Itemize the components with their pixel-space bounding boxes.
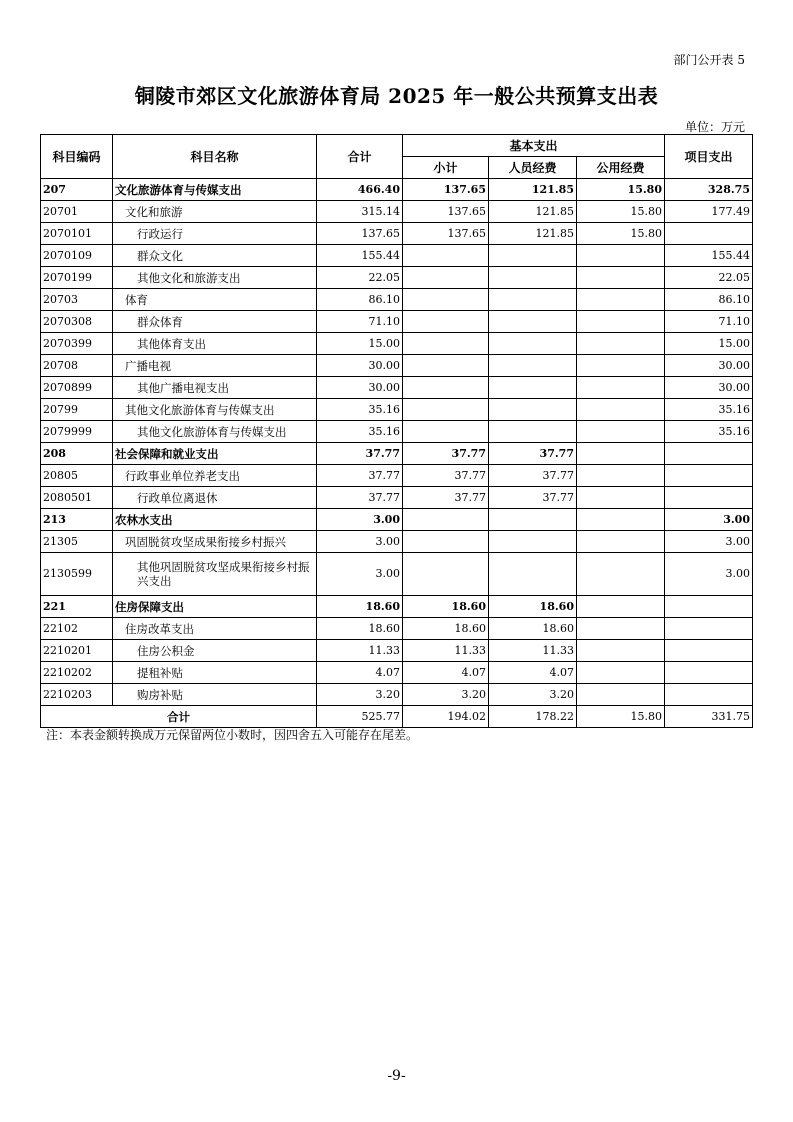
row-personnel: [489, 399, 577, 421]
row-total: 71.10: [317, 311, 403, 333]
row-code: 2070109: [41, 245, 113, 267]
total-row: [41, 706, 753, 728]
row-public: [577, 355, 665, 377]
row-public: [577, 618, 665, 640]
row-personnel: 121.85: [489, 179, 577, 201]
row-name: 体育: [113, 289, 317, 311]
header-project: 项目支出: [665, 135, 753, 179]
row-personnel: 4.07: [489, 662, 577, 684]
row-project: 30.00: [665, 355, 753, 377]
row-name: 其他广播电视支出: [113, 377, 317, 399]
row-personnel: 3.20: [489, 684, 577, 706]
row-personnel: [489, 355, 577, 377]
row-public: [577, 662, 665, 684]
row-name: 群众文化: [113, 245, 317, 267]
row-total: 86.10: [317, 289, 403, 311]
row-personnel: [489, 311, 577, 333]
row-name: 行政事业单位养老支出: [113, 465, 317, 487]
row-personnel: [489, 245, 577, 267]
row-public: [577, 289, 665, 311]
row-public: [577, 245, 665, 267]
row-total: 18.60: [317, 596, 403, 618]
total-total: 525.77: [317, 706, 403, 728]
form-number: 部门公开表 5: [673, 53, 745, 67]
row-name: 文化旅游体育与传媒支出: [113, 179, 317, 201]
row-name: 文化和旅游: [113, 201, 317, 223]
row-subtotal: 37.77: [403, 465, 489, 487]
row-public: [577, 465, 665, 487]
unit-label: 单位：万元: [684, 120, 745, 134]
row-subtotal: [403, 509, 489, 531]
row-name: 住房保障支出: [113, 596, 317, 618]
header-code: 科目编码: [41, 135, 113, 179]
row-subtotal: 4.07: [403, 662, 489, 684]
row-name: 社会保障和就业支出: [113, 443, 317, 465]
row-subtotal: [403, 289, 489, 311]
row-total: 3.00: [317, 553, 403, 596]
table-row: [41, 399, 753, 421]
row-code: 22102: [41, 618, 113, 640]
row-subtotal: 137.65: [403, 223, 489, 245]
row-code: 20805: [41, 465, 113, 487]
row-total: 35.16: [317, 421, 403, 443]
table-row: [41, 245, 753, 267]
row-public: [577, 596, 665, 618]
row-code: 20799: [41, 399, 113, 421]
row-total: 3.00: [317, 509, 403, 531]
footnote: 注：本表金额转换成万元保留两位小数时，因四舍五入可能存在尾差。: [46, 728, 419, 742]
row-public: 15.80: [577, 179, 665, 201]
row-total: 3.20: [317, 684, 403, 706]
row-subtotal: [403, 311, 489, 333]
row-total: 30.00: [317, 355, 403, 377]
row-code: 2210203: [41, 684, 113, 706]
row-project: [665, 662, 753, 684]
row-total: 466.40: [317, 179, 403, 201]
row-public: [577, 377, 665, 399]
table-row: [41, 684, 753, 706]
row-code: 221: [41, 596, 113, 618]
row-name: 广播电视: [113, 355, 317, 377]
row-public: [577, 399, 665, 421]
total-label: 合计: [41, 706, 317, 728]
row-personnel: [489, 553, 577, 596]
table-row: [41, 509, 753, 531]
row-project: 86.10: [665, 289, 753, 311]
row-name: 其他体育支出: [113, 333, 317, 355]
row-project: 3.00: [665, 531, 753, 553]
row-name: 住房公积金: [113, 640, 317, 662]
row-total: 37.77: [317, 443, 403, 465]
row-project: [665, 443, 753, 465]
row-personnel: [489, 333, 577, 355]
row-subtotal: 137.65: [403, 201, 489, 223]
row-subtotal: [403, 333, 489, 355]
row-personnel: [489, 509, 577, 531]
row-project: 328.75: [665, 179, 753, 201]
table-row: [41, 377, 753, 399]
row-public: [577, 640, 665, 662]
row-name: 住房改革支出: [113, 618, 317, 640]
table-row: [41, 333, 753, 355]
row-total: 30.00: [317, 377, 403, 399]
row-public: [577, 553, 665, 596]
row-project: 3.00: [665, 553, 753, 596]
row-project: 15.00: [665, 333, 753, 355]
row-personnel: [489, 377, 577, 399]
table-row: [41, 223, 753, 245]
row-personnel: 121.85: [489, 201, 577, 223]
table-row: [41, 487, 753, 509]
table-row: [41, 640, 753, 662]
row-public: [577, 443, 665, 465]
row-code: 208: [41, 443, 113, 465]
row-personnel: [489, 531, 577, 553]
table-row: [41, 179, 753, 201]
row-name: 其他文化旅游体育与传媒支出: [113, 399, 317, 421]
row-public: [577, 333, 665, 355]
row-personnel: 11.33: [489, 640, 577, 662]
row-code: 2070399: [41, 333, 113, 355]
table-row: [41, 618, 753, 640]
row-code: 2070308: [41, 311, 113, 333]
total-subtotal: 194.02: [403, 706, 489, 728]
row-total: 4.07: [317, 662, 403, 684]
row-personnel: 18.60: [489, 618, 577, 640]
row-project: 3.00: [665, 509, 753, 531]
header-subtotal: 小计: [403, 157, 489, 179]
row-subtotal: [403, 355, 489, 377]
row-name: 购房补贴: [113, 684, 317, 706]
row-personnel: 37.77: [489, 465, 577, 487]
header-public: 公用经费: [577, 157, 665, 179]
table-row: [41, 289, 753, 311]
table-row: [41, 596, 753, 618]
row-name: 其他巩固脱贫攻坚成果衔接乡村振兴支出: [113, 553, 317, 596]
row-name: 行政运行: [113, 223, 317, 245]
row-code: 2210201: [41, 640, 113, 662]
row-subtotal: 18.60: [403, 618, 489, 640]
row-project: 155.44: [665, 245, 753, 267]
row-subtotal: 37.77: [403, 487, 489, 509]
header-total: 合计: [317, 135, 403, 179]
row-code: 207: [41, 179, 113, 201]
row-code: 20701: [41, 201, 113, 223]
row-subtotal: 18.60: [403, 596, 489, 618]
row-project: 177.49: [665, 201, 753, 223]
row-personnel: 37.77: [489, 443, 577, 465]
row-project: [665, 223, 753, 245]
row-personnel: 121.85: [489, 223, 577, 245]
row-public: [577, 684, 665, 706]
row-public: 15.80: [577, 201, 665, 223]
row-total: 137.65: [317, 223, 403, 245]
row-project: [665, 640, 753, 662]
row-personnel: [489, 421, 577, 443]
row-personnel: 37.77: [489, 487, 577, 509]
table-row: [41, 267, 753, 289]
row-name: 其他文化和旅游支出: [113, 267, 317, 289]
row-total: 15.00: [317, 333, 403, 355]
row-code: 2080501: [41, 487, 113, 509]
header-personnel: 人员经费: [489, 157, 577, 179]
row-subtotal: 11.33: [403, 640, 489, 662]
row-name: 巩固脱贫攻坚成果衔接乡村振兴: [113, 531, 317, 553]
table-row: [41, 465, 753, 487]
row-project: [665, 487, 753, 509]
row-personnel: [489, 289, 577, 311]
row-personnel: [489, 267, 577, 289]
row-project: 22.05: [665, 267, 753, 289]
row-project: 30.00: [665, 377, 753, 399]
table-row: [41, 662, 753, 684]
row-project: [665, 465, 753, 487]
row-name: 农林水支出: [113, 509, 317, 531]
row-subtotal: [403, 399, 489, 421]
row-project: [665, 618, 753, 640]
row-code: 2079999: [41, 421, 113, 443]
row-public: [577, 531, 665, 553]
row-total: 11.33: [317, 640, 403, 662]
table-row: [41, 355, 753, 377]
total-project: 331.75: [665, 706, 753, 728]
header-basic: 基本支出: [403, 135, 665, 157]
total-public: 15.80: [577, 706, 665, 728]
table-row: [41, 311, 753, 333]
row-name: 群众体育: [113, 311, 317, 333]
row-subtotal: [403, 553, 489, 596]
row-public: [577, 421, 665, 443]
table-row: [41, 443, 753, 465]
row-name: 行政单位离退休: [113, 487, 317, 509]
row-subtotal: [403, 267, 489, 289]
row-subtotal: [403, 377, 489, 399]
row-code: 2070899: [41, 377, 113, 399]
header-name: 科目名称: [113, 135, 317, 179]
row-public: [577, 267, 665, 289]
row-total: 315.14: [317, 201, 403, 223]
row-public: [577, 311, 665, 333]
row-code: 20703: [41, 289, 113, 311]
row-code: 2070101: [41, 223, 113, 245]
row-subtotal: [403, 531, 489, 553]
table-row: [41, 421, 753, 443]
row-subtotal: 37.77: [403, 443, 489, 465]
row-total: 22.05: [317, 267, 403, 289]
row-public: [577, 509, 665, 531]
row-project: [665, 596, 753, 618]
page-title: 铜陵市郊区文化旅游体育局 2025 年一般公共预算支出表: [134, 84, 659, 108]
row-total: 155.44: [317, 245, 403, 267]
row-subtotal: [403, 421, 489, 443]
budget-table: [40, 134, 753, 728]
row-personnel: 18.60: [489, 596, 577, 618]
row-total: 18.60: [317, 618, 403, 640]
row-name: 提租补贴: [113, 662, 317, 684]
row-code: 213: [41, 509, 113, 531]
row-total: 37.77: [317, 487, 403, 509]
row-code: 21305: [41, 531, 113, 553]
table-row: [41, 531, 753, 553]
table-row: [41, 553, 753, 596]
row-code: 20708: [41, 355, 113, 377]
row-code: 2130599: [41, 553, 113, 596]
row-public: 15.80: [577, 223, 665, 245]
row-code: 2070199: [41, 267, 113, 289]
row-project: 35.16: [665, 421, 753, 443]
total-personnel: 178.22: [489, 706, 577, 728]
row-total: 3.00: [317, 531, 403, 553]
row-code: 2210202: [41, 662, 113, 684]
row-public: [577, 487, 665, 509]
row-subtotal: 3.20: [403, 684, 489, 706]
page-number: -9-: [387, 1068, 406, 1084]
row-project: 71.10: [665, 311, 753, 333]
row-project: [665, 684, 753, 706]
row-project: 35.16: [665, 399, 753, 421]
row-total: 35.16: [317, 399, 403, 421]
table-row: [41, 201, 753, 223]
table-body: [41, 179, 753, 706]
row-subtotal: [403, 245, 489, 267]
row-name: 其他文化旅游体育与传媒支出: [113, 421, 317, 443]
row-subtotal: 137.65: [403, 179, 489, 201]
row-total: 37.77: [317, 465, 403, 487]
